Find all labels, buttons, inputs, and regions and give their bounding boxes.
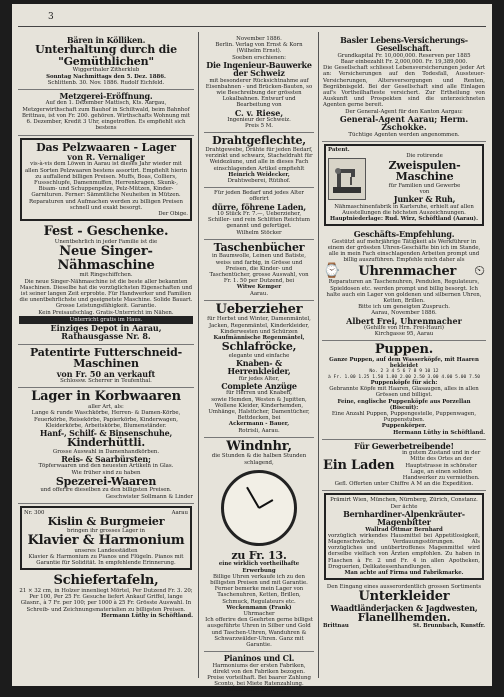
ad-headline: Die Ingenieur-Bauwerke der Schweiz [206, 59, 312, 79]
ad-sign-2: Rotrisli, Aarau. [238, 427, 280, 434]
ad-headline: Geschäfts-Empfehlung. [353, 229, 455, 240]
ad-price: von Fr. 50 an verkauft [56, 368, 156, 379]
ad-text-2: Tüchtige Agenten werden angenommen. [348, 131, 460, 138]
ad-selection: Grosse Auswahl in Damenhandkörben. [52, 448, 160, 455]
ad-headline: Windnhr, [226, 438, 292, 454]
ad-magenbitter [324, 493, 484, 580]
header-rule [18, 26, 486, 27]
ad-drahtgeflechte [204, 133, 314, 188]
ad-big: Schlafröcke, [221, 340, 297, 354]
ad-capital-2: Baar einbezahlt Fr. 2,000,000. Fr. 19,389,000. [340, 58, 468, 65]
ad-headline: Ueberzieher [215, 301, 303, 317]
ad-sub: Der ächte [390, 503, 418, 510]
column-rule-2 [318, 32, 319, 678]
column-rule-1 [198, 32, 199, 678]
ad-sub-4: Puppenkörper. [381, 423, 427, 430]
ad-headline: Bernhardiner-Alpenkräuter-Magenbitter [343, 508, 465, 528]
ad-sign: Weckenmann (Frank) [226, 604, 292, 611]
ad-korbwaaren [18, 388, 194, 503]
ad-headline-2: Flanellhemden. [357, 611, 451, 625]
ad-text-5: sowie Hemden, Westen & Jupitten, Wollene Kleider, Kinderhemden, Umhänge, Halstücher, Damentücher, Bettdecken, bei [208, 396, 310, 422]
ad-sub: Wiggerthaler Zitherklub [72, 67, 140, 74]
ad-sign: Man achte auf Firma und Fabrikmarke. [344, 570, 464, 577]
ad-text-2: elegante und einfache [228, 352, 290, 359]
ad-baeren [18, 34, 194, 90]
ad-gewerbetreibende [322, 440, 486, 492]
ad-text: 21 × 32 cm, in Holzer innenliegt Mörtel, Per Dutzend Fr. 3. 20; Per 100, Per 25 Fr. Gesuche liefert Ankauf Griffel, lange Glasnr., à 7 Fr. per 100; per 1000 à 25 Fr. Grösste Auswahl. In Schreib- und Zeichnungsmaterialien zu billigsten Preisen. [19, 587, 193, 613]
ad-title: Bären in Kölliken. [66, 35, 146, 45]
ad-address: Kirchgasse 95, Aarau [374, 331, 434, 338]
ad-text: Lange & runde Waschkörbe, Herren- & Damen-Körbe, Feuerkörbe, Reisekörbe, Papierkörbe, Kinderwagen, Kleiderkörbe, Arbeitskörbe, Blumenständer. [31, 410, 181, 429]
ad-line: Hanf-, Schilf- & Binsenschuhe, [39, 427, 173, 438]
ad-big: Uhrenmacher [358, 263, 457, 279]
ad-nr: Nr. 300 [24, 509, 45, 516]
ad-sub-2: Puppenköpfe für sich: [370, 380, 438, 386]
ad-text-4: für Herren und Knaben, [226, 390, 292, 397]
ad-headline: Taschenbücher [213, 240, 305, 254]
ad-headline-2: Spezerei-Waaren [55, 474, 157, 488]
ad-text-3: für jedes Alter, [238, 375, 280, 382]
ad-line: eine wirklich vortheilhafte Erwerbung [218, 561, 300, 574]
ad-top: November 1886. [236, 36, 282, 42]
ad-text: Drahtgewebe, Drähte für jeden Bedarf, verzinkt und schwarz, Stacheldraht für Weidezäune, und alle in dieses Fach einschlagenden Artikel empfiehlt [205, 146, 313, 172]
ad-ingenieur-bauwerke [204, 34, 314, 133]
ad-headline-2: Neue Singer-Nähmaschine [57, 244, 155, 273]
ad-lead: Den Eingang eines ausserordentlich grossen Sortiments [326, 584, 482, 591]
ad-firm: Kislin & Burgmeier [47, 515, 165, 529]
ad-text: Gestützt auf mehrjährige Tätigkeit als Werkführer in einem der grössten Uhren-Geschäfte bin ich im Stande, alle in mein Fach einschlagenden Arbeiten prompt und billig auszuführen. Empfehle mich daher als [327, 238, 481, 264]
ad-text: in Baumwolle, Leinen und Batiste, weiss und farbig, in Grösse und Preisen, die Kinder- und Taschentücher, grosse Auswahl, von Fr. 1. 50 per Dutzend, bei [209, 253, 309, 285]
ad-headline: Schiefertafeln, [53, 573, 159, 589]
ad-agent-lead: Der General-Agent für den Kanton Aargau: [345, 108, 463, 115]
ad-sign: Hermann Lüthy in Schöftland. [101, 612, 193, 619]
ad-text: mit besonderer Rücksichtnahme auf Eisenbahnen - und Brücken-Bauten, so wie Beschreibung der grössten Lokalbahnen. Entwurf und Bearbeitung von [205, 77, 313, 109]
ad-sign: Ackermann - Bauer, [228, 421, 290, 428]
ad-city: Brittnau [323, 623, 349, 630]
ad-puppen [322, 341, 486, 439]
ad-basler-lebens [322, 34, 486, 142]
ad-right: Kein Preisaufschlag. Gratis-Unterricht im Nähen. [38, 309, 174, 316]
ad-from: von [419, 188, 430, 195]
ad-label: Patent. [328, 146, 350, 153]
ad-goods: Töpferwaaren und den neuesten Artikeln in Glas. [38, 463, 174, 470]
ad-city: Aarau [171, 509, 188, 516]
ad-sub: Ganze Puppen, auf dem Wasserköpfe, mit Haaren bekleidet [329, 357, 479, 370]
ad-maker: Junker & Ruh, [393, 194, 456, 205]
ad-prices-1: No. 2 3 4 5 6 7 8 9 10 12 [369, 369, 439, 375]
ad-schiefertafeln [18, 572, 194, 622]
ad-office: Einziges Depot in Aarau, Rathausgasse Nr. 8. [50, 323, 162, 342]
ad-sign: Schlossw. Scherrer in Teufenthal. [60, 378, 152, 385]
ad-taschenbuecher [204, 240, 314, 301]
page-number: 3 [48, 12, 54, 22]
ad-headline: Das Pelzwaaren - Lager [36, 140, 176, 154]
ad-sign: Heinrich Weidecker, [228, 171, 290, 178]
ad-sub: Unentbehrlich in jeder Familie ist die [54, 238, 158, 245]
ad-headline: Zweispulen-Maschine [388, 158, 461, 184]
ad-headline: Lager in Korbwaaren [31, 389, 181, 405]
ad-from: Wallrad Ottmar Bernhard [365, 526, 443, 533]
ad-text: für Herbst und Winter, Damenmäntel, Jacken, Regenmäntel, Kinderkleider, Kinderwesten und Schürzen [207, 316, 311, 335]
ad-big: Kinderhüttli. [67, 436, 145, 450]
ad-kaeslin-burgmeier [20, 506, 192, 570]
ad-sub: Kaufmännische Regenmäntel, [213, 335, 305, 341]
ad-agent: General-Agent Aarau; Herm. Zschokke. [339, 113, 469, 133]
ad-title: Die rotirende [406, 153, 443, 160]
ad-text-2: Billige Uhren verkaufe ich zu den billigsten Preisen und mit Garantie. Ferner bemerke mein Lager von Taschenuhren, Ketten, Brillen, Schmuck, Regulateurs etc. [210, 573, 308, 605]
ad-text: Gebrannte Köpfe mit Haaren, Glasaugen, alles in allen Grössen und billigst. [329, 386, 479, 399]
ad-sub-2: mit Ringschiffchen. [79, 272, 133, 279]
ad-publisher-2: (Wilhelm Ernst). [236, 48, 282, 55]
pocket-watch-icon: ⏲ [474, 263, 485, 280]
ad-sign: Der Obige. [158, 211, 188, 218]
ad-place: Aarau, November 1886. [371, 310, 437, 317]
ad-sign-2: (Gehilfe von Hrn. Frei-Hauri) [364, 324, 444, 331]
ad-sign: Wilhelm Stöcker [236, 229, 282, 236]
ad-text: in gutem Zustand und in der Mitte des Ortes an der Hauptstrasse in schönster Lage, an einen soliden Handwerker zu vermiethen. [402, 450, 481, 482]
ad-cta: Unterricht gratis im Haus. [19, 316, 193, 324]
ad-text-2: und offerire dieselben zu den billigsten Preisen. [40, 487, 172, 494]
ad-sub: aller Art, als: [88, 404, 124, 411]
clock-hand-hour [259, 499, 274, 509]
ad-note: Klavier & Harmonium zu Pianos und Flügeln. Pianos mit Garantie für Solidität. In empfehlende Erinnerung. [28, 553, 184, 567]
ad-text-2: Reparaturen an Taschenuhren, Pendulen, Regulateurs, Spieldosen etc. werden prompt und billig besorgt. Ich halte auch ein Lager von goldenen und silbernen Uhren, Ketten, Brillen. [326, 279, 482, 304]
ad-sign: Schlittenb. 30. Nov. 1886. Rudolf Eichfeld. [47, 79, 165, 86]
ad-sign: St. Brunnbach, Kunstfr. [413, 623, 485, 630]
sewing-machine-illustration [328, 158, 366, 200]
ad-big-3: Complete Anzüge [221, 380, 297, 391]
column-3 [322, 34, 486, 678]
ad-headline: Puppen. [374, 342, 434, 358]
ad-text-3: Bitte ich um geneigten Zuspruch. [358, 304, 450, 311]
ad-unterkleider [322, 582, 486, 632]
clock-hand-minute [246, 487, 260, 509]
ad-text: 10 Stück Fr. 7.—, Ueberzieher, Schiller- und rein Schlitten Reichtum genannt und gefertiget. [208, 210, 310, 230]
column-1 [18, 34, 194, 678]
watch-icon: ⌚ [323, 263, 341, 280]
ad-text: Auf den 1. Dezember Mattisch, Kts. Aargau, Metzgerwirthschaft zum Bauhof in Schiltwald, beim Bahnhof Brittnau, ist von Fr. 200. gehören. Wirthschafts Wohnung mit 6. Dezember, Kredit 3 Uhr, eingetroffen. Es empfiehlt sich bestens [22, 100, 190, 132]
ad-windnhr [204, 438, 314, 652]
ad-headline: Metzgerei-Eröffnung. [59, 91, 153, 102]
ad-sign: Geschwister Sollmann & Linder [105, 493, 193, 500]
ad-headline: Fest - Geschenke. [43, 224, 169, 240]
ad-date: Sonntag Nachmittags den 5. Dez. 1886. [46, 73, 166, 80]
ad-price: Preis 5 M. [245, 123, 273, 130]
ad-text: vis-à-vis dem Löwen in Aarau ist dieses Jahr wieder mit allen Sorten Pelzwaaren bestens assortirt. Empfiehlt hierin zu auffallend billigen Preisen. Muffs, Boas, Colliers, Fussschlupfe, Damenmuffen, Herrenkragen, Skunk-, Bisam- und Schuppenpelze, Pelz-Mützen, Kinder-Garnituren. Ferner: Sämmtliche Neuheiten in Mützen. Reparaturen und Aufmachen werden zu billigen Preisen schnell und exakt besorgt. [24, 161, 188, 211]
ad-headline: Für Gewerbetreibende! [354, 440, 454, 451]
ad-rice: Reis- & Saarbürsten; [61, 454, 151, 465]
ad-futterschneid [18, 345, 194, 389]
ad-headline: Unterhaltung durch die "Gemüthlichen" [35, 43, 177, 68]
ad-singer [18, 223, 194, 345]
ad-sign: Albert Frei, Uhrenmacher [346, 315, 462, 326]
ad-text: die Stunden & die halben Stunden schlagend, [211, 453, 307, 466]
ad-headline: Klavier & Harmonium [27, 533, 185, 549]
ad-text: Die Gesellschaft schliesst Lebensversicherungen jeder Art an: Versicherungen auf den Todesfall, Aussteuer-Versicherungen, Altersversorgungen und Renten, Begräbnisgeld. Bei der Gesellschaft sind alle Einlagen auf's Vortheilhafteste versichert. Zur Ertheilung von Auskunft und Prospekten sind die unterzeichneten Agenten gerne bereit. [323, 65, 485, 109]
ad-text: bringen ihr grosses Lager in [67, 527, 145, 534]
ad-lead: Prämirt Wien, München, Nürnberg, Zürich, Constanz. [330, 497, 478, 504]
ad-publisher: Berlin. Verlag von Ernst & Korn [215, 42, 303, 49]
column-2 [204, 34, 314, 694]
ad-headline: Pianinos und Cl. [223, 653, 295, 664]
clock-illustration [221, 470, 297, 546]
ad-city: Aarau. [249, 290, 269, 297]
ad-text: Die neue Singer-Nähmaschine ist die beste aller bekannten Maschinen. Dieselbe hat die vorzüglichsten Eigenschaften und ist seiner langen Zeit erprobte. Für Handwerker und Familien die unentbehrlichste und geeignetste Maschine. Solide Bauart. Grosse Leistungsfähigkeit. Garantie. [19, 278, 193, 310]
ad-text-2: Eine Anzahl Puppen, Puppengestelle, Puppenwagen, Puppenstuben. [331, 411, 477, 424]
ad-sign: Hermann Lüthy in Schöftland. [393, 429, 485, 436]
ad-author-2: Ingenieur der Schweiz. [227, 117, 291, 123]
ad-author: C. v. Riese, [234, 107, 284, 118]
ad-pianinos [204, 652, 314, 696]
ad-headline: Unterkleider [358, 589, 450, 605]
ad-ueberzieher [204, 301, 314, 438]
ad-headline: Basler Lebens-Versicherungs-Gesellschaft. [340, 35, 468, 54]
ad-uhrenmacher [322, 228, 486, 341]
ad-big-2: Knaben- & Herrenkleider, [227, 357, 291, 377]
ad-laden [204, 188, 314, 240]
ad-headline: Drahtgeflechte, [212, 134, 306, 148]
newspaper-page [12, 4, 492, 694]
ad-city: Uhrmacher [243, 610, 275, 617]
ad-end: Wie früher sind zu haben [71, 469, 141, 476]
ad-sub: Waadtländerjacken & Jagdwesten, [330, 603, 478, 614]
ad-text: Harmoniums der ersten Fabriken, direkt von den Fabriken bezogen. Preise vorteilhaft. Bei baarer Zahlung Sconto, bei Miete Ratenzahlung. Kommission im Gesuch. [207, 662, 311, 694]
ad-text: Nähmaschinenfabrik in Karlsruhe, erhielt auf allen Ausstellungen die höchsten Auszeichnungen. [334, 203, 474, 216]
ad-big: Ein Laden [323, 457, 395, 473]
ad-sub: für Familien und Gewerbe [388, 182, 461, 189]
ad-sign: Gefl. Offerten unter Chiffre A M an die Expedition. [334, 481, 474, 488]
ad-sub: unseres Landesstädten [74, 547, 138, 554]
sewing-machine-icon [329, 159, 365, 199]
ad-capital: Grundkapital Fr. 10,000,000. Reserven per 1885 [337, 52, 471, 59]
ad-from: von R. Vernaliger [67, 152, 145, 163]
ad-headline: Patentirte Futterschneid-Maschinen [29, 345, 183, 371]
ad-pelzwaaren [20, 138, 192, 222]
ad-sign-2: Drahtweberei, Rütihof. [227, 177, 291, 184]
ad-lead: Für jeden Bedarf und jedes Alter offerirt [214, 190, 304, 203]
ad-sub-3: Feine, englische Puppenköpfe aus Porzellan (Biscuit): [337, 398, 471, 411]
ad-metzgerei [18, 90, 194, 135]
ad-sign: Witwe Kemper [236, 284, 282, 291]
ad-sign: Hauptniederlage: Rud. Wirz, Schöftland (Aarau). [330, 215, 478, 222]
ad-new: Soeben erschienen: [232, 54, 286, 61]
ad-headline: dürre, föhrene Laden, [212, 201, 306, 212]
ad-text: vorzüglich wirkendes Hausmittel bei Appetitlosigkeit, Magenschwäche, Verdauungsstörungen. Als vorzügliches und unübertroffenes Magenmittel wird derselbe vielfach von Ärzten empfohlen. Zu haben in Flaschen à Fr. 2 und Fr. 4 in allen Apotheken, Droguerien, Delikatessenhandlungen. [328, 532, 480, 570]
ad-price: zu Fr. 13. [231, 548, 287, 562]
ad-zweispulen [324, 144, 484, 226]
ad-prices-2: à Fr. 1.00 1.25 1.50 1.80 2.00 2.50 3.00 4.00 5.00 7.50 [327, 374, 481, 380]
ad-text-3: Ich offerire den Geehrten gerne billigst ausgeführte Uhren in Silber und Gold und Taschen-Uhren, Wanduhren & Schwarzwälder-Uhren. Ganz mit Garantie. [205, 617, 313, 648]
